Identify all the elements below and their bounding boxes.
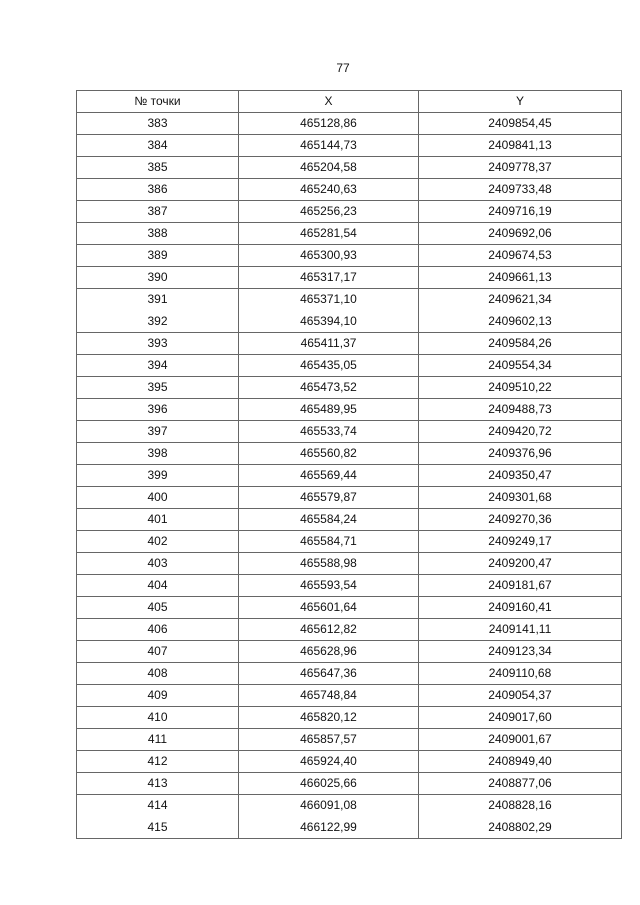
column-header-point-number: № точки xyxy=(77,91,239,113)
cell-y: 2409160,41 xyxy=(419,597,622,619)
cell-x: 465748,84 xyxy=(239,685,419,707)
cell-y: 2409054,37 xyxy=(419,685,622,707)
cell-y: 2409110,68 xyxy=(419,663,622,685)
table-row xyxy=(77,553,622,575)
table-row xyxy=(77,773,622,795)
cell-point-number: 414 xyxy=(77,795,239,817)
cell-point-number: 406 xyxy=(77,619,239,641)
cell-x: 465924,40 xyxy=(239,751,419,773)
table-row xyxy=(77,113,622,135)
table-row xyxy=(77,751,622,773)
cell-y: 2409017,60 xyxy=(419,707,622,729)
cell-point-number: 408 xyxy=(77,663,239,685)
cell-point-number: 394 xyxy=(77,355,239,377)
cell-y: 2408877,06 xyxy=(419,773,622,795)
cell-x: 465628,96 xyxy=(239,641,419,663)
cell-x: 465435,05 xyxy=(239,355,419,377)
table-row xyxy=(77,707,622,729)
cell-x: 465394,10 xyxy=(239,311,419,333)
cell-point-number: 385 xyxy=(77,157,239,179)
cell-x: 466091,08 xyxy=(239,795,419,817)
cell-x: 465533,74 xyxy=(239,421,419,443)
table-row xyxy=(77,355,622,377)
coordinates-table xyxy=(76,90,622,839)
cell-point-number: 386 xyxy=(77,179,239,201)
table-row xyxy=(77,795,622,817)
table-row xyxy=(77,531,622,553)
column-header-x: X xyxy=(239,91,419,113)
table-row xyxy=(77,289,622,311)
cell-y: 2409376,96 xyxy=(419,443,622,465)
table-row xyxy=(77,729,622,751)
table-row xyxy=(77,399,622,421)
cell-x: 465144,73 xyxy=(239,135,419,157)
page-number: 77 xyxy=(336,61,350,75)
cell-point-number: 403 xyxy=(77,553,239,575)
cell-point-number: 402 xyxy=(77,531,239,553)
table-row xyxy=(77,817,622,839)
cell-point-number: 407 xyxy=(77,641,239,663)
table-row xyxy=(77,333,622,355)
cell-point-number: 387 xyxy=(77,201,239,223)
table-header-row xyxy=(77,91,622,113)
cell-x: 465569,44 xyxy=(239,465,419,487)
table-row xyxy=(77,487,622,509)
cell-x: 465128,86 xyxy=(239,113,419,135)
table-row xyxy=(77,421,622,443)
table-row xyxy=(77,575,622,597)
cell-x: 466025,66 xyxy=(239,773,419,795)
cell-y: 2409141,11 xyxy=(419,619,622,641)
cell-y: 2409602,13 xyxy=(419,311,622,333)
column-header-y: Y xyxy=(419,91,622,113)
table-row xyxy=(77,267,622,289)
cell-point-number: 398 xyxy=(77,443,239,465)
cell-point-number: 383 xyxy=(77,113,239,135)
table-row xyxy=(77,619,622,641)
cell-point-number: 390 xyxy=(77,267,239,289)
cell-point-number: 400 xyxy=(77,487,239,509)
cell-point-number: 395 xyxy=(77,377,239,399)
cell-point-number: 413 xyxy=(77,773,239,795)
cell-x: 465588,98 xyxy=(239,553,419,575)
cell-point-number: 399 xyxy=(77,465,239,487)
table-row xyxy=(77,245,622,267)
cell-y: 2409123,34 xyxy=(419,641,622,663)
table-row xyxy=(77,597,622,619)
cell-x: 465204,58 xyxy=(239,157,419,179)
table-row xyxy=(77,377,622,399)
table-row xyxy=(77,641,622,663)
cell-x: 465857,57 xyxy=(239,729,419,751)
cell-x: 465820,12 xyxy=(239,707,419,729)
cell-y: 2409249,17 xyxy=(419,531,622,553)
table-body xyxy=(77,113,622,839)
cell-y: 2409733,48 xyxy=(419,179,622,201)
table-row xyxy=(77,201,622,223)
cell-x: 465473,52 xyxy=(239,377,419,399)
cell-y: 2409716,19 xyxy=(419,201,622,223)
cell-x: 466122,99 xyxy=(239,817,419,839)
cell-x: 465371,10 xyxy=(239,289,419,311)
table-row xyxy=(77,509,622,531)
cell-y: 2409301,68 xyxy=(419,487,622,509)
cell-y: 2409510,22 xyxy=(419,377,622,399)
cell-y: 2409661,13 xyxy=(419,267,622,289)
table-row xyxy=(77,223,622,245)
cell-point-number: 410 xyxy=(77,707,239,729)
cell-x: 465411,37 xyxy=(239,333,419,355)
cell-y: 2409841,13 xyxy=(419,135,622,157)
cell-point-number: 393 xyxy=(77,333,239,355)
cell-y: 2408949,40 xyxy=(419,751,622,773)
cell-y: 2409350,47 xyxy=(419,465,622,487)
cell-point-number: 392 xyxy=(77,311,239,333)
cell-x: 465612,82 xyxy=(239,619,419,641)
cell-y: 2409621,34 xyxy=(419,289,622,311)
cell-point-number: 391 xyxy=(77,289,239,311)
cell-x: 465579,87 xyxy=(239,487,419,509)
cell-point-number: 389 xyxy=(77,245,239,267)
cell-point-number: 384 xyxy=(77,135,239,157)
cell-y: 2409692,06 xyxy=(419,223,622,245)
cell-y: 2409854,45 xyxy=(419,113,622,135)
cell-x: 465300,93 xyxy=(239,245,419,267)
cell-y: 2409270,36 xyxy=(419,509,622,531)
cell-y: 2409778,37 xyxy=(419,157,622,179)
table-row xyxy=(77,443,622,465)
cell-y: 2409200,47 xyxy=(419,553,622,575)
cell-x: 465593,54 xyxy=(239,575,419,597)
cell-point-number: 396 xyxy=(77,399,239,421)
cell-y: 2409420,72 xyxy=(419,421,622,443)
cell-x: 465240,63 xyxy=(239,179,419,201)
cell-y: 2408802,29 xyxy=(419,817,622,839)
cell-x: 465317,17 xyxy=(239,267,419,289)
cell-point-number: 409 xyxy=(77,685,239,707)
cell-y: 2409181,67 xyxy=(419,575,622,597)
cell-point-number: 404 xyxy=(77,575,239,597)
cell-point-number: 401 xyxy=(77,509,239,531)
cell-y: 2409554,34 xyxy=(419,355,622,377)
table-row xyxy=(77,157,622,179)
cell-y: 2409488,73 xyxy=(419,399,622,421)
cell-point-number: 405 xyxy=(77,597,239,619)
table-row xyxy=(77,663,622,685)
cell-x: 465647,36 xyxy=(239,663,419,685)
table-row xyxy=(77,311,622,333)
cell-y: 2409001,67 xyxy=(419,729,622,751)
cell-y: 2408828,16 xyxy=(419,795,622,817)
cell-y: 2409674,53 xyxy=(419,245,622,267)
cell-x: 465281,54 xyxy=(239,223,419,245)
cell-x: 465584,24 xyxy=(239,509,419,531)
cell-x: 465560,82 xyxy=(239,443,419,465)
cell-point-number: 397 xyxy=(77,421,239,443)
table-row xyxy=(77,685,622,707)
cell-y: 2409584,26 xyxy=(419,333,622,355)
cell-x: 465584,71 xyxy=(239,531,419,553)
cell-x: 465256,23 xyxy=(239,201,419,223)
cell-point-number: 411 xyxy=(77,729,239,751)
table-row xyxy=(77,135,622,157)
table-row xyxy=(77,465,622,487)
cell-x: 465489,95 xyxy=(239,399,419,421)
cell-point-number: 415 xyxy=(77,817,239,839)
cell-point-number: 412 xyxy=(77,751,239,773)
cell-x: 465601,64 xyxy=(239,597,419,619)
cell-point-number: 388 xyxy=(77,223,239,245)
table-row xyxy=(77,179,622,201)
